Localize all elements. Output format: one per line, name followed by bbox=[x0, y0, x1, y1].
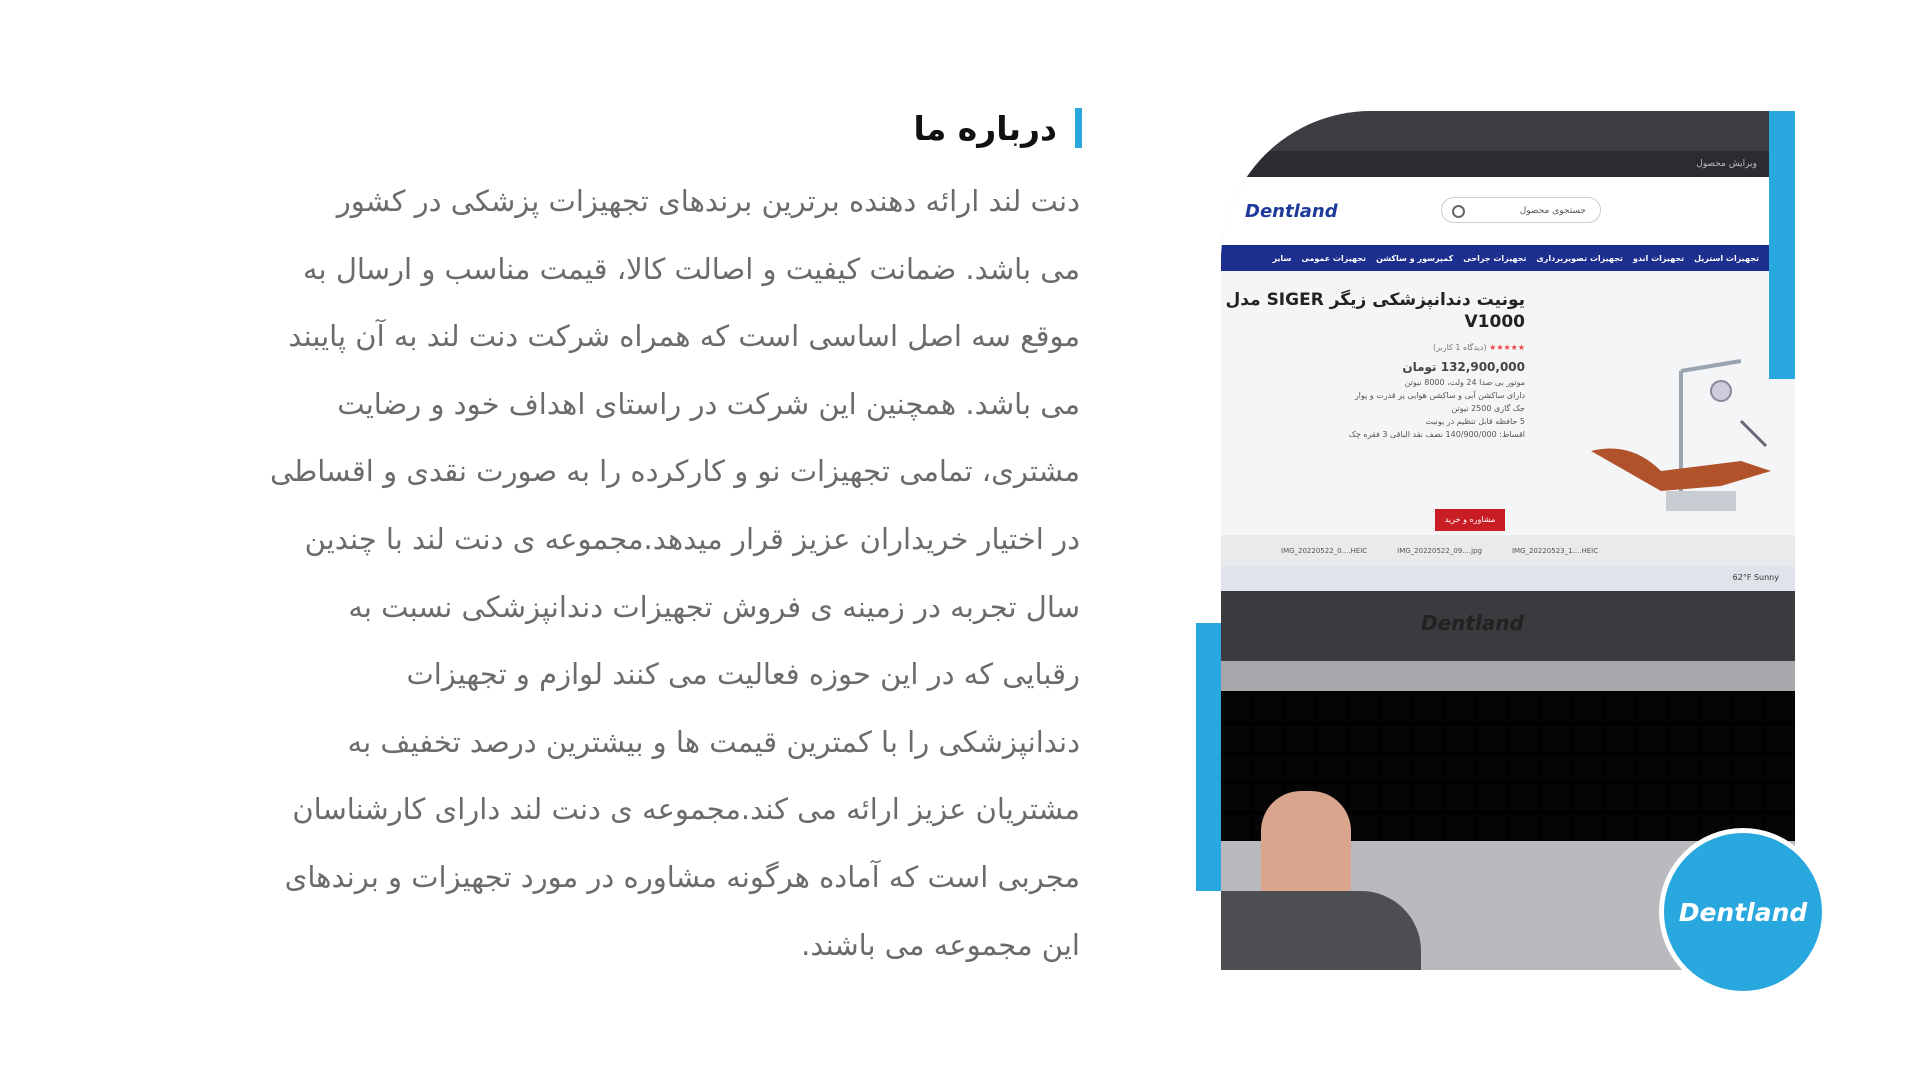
sleeve bbox=[1221, 891, 1421, 970]
weather-text: 62°F Sunny bbox=[1732, 573, 1779, 582]
feature-item: 5 حافظه قابل تنظیم در یونیت bbox=[1425, 417, 1525, 426]
dental-chair-image bbox=[1571, 351, 1781, 521]
laptop-bezel bbox=[1221, 591, 1795, 661]
download-item: IMG_20220523_1....HEIC bbox=[1511, 547, 1599, 555]
admin-bar: ویرایش محصول bbox=[1221, 151, 1795, 177]
paragraph-line: می باشد. ضمانت کیفیت و اصالت کالا، قیمت مناسب و ارسال به bbox=[303, 251, 1080, 286]
search-icon bbox=[1452, 205, 1465, 218]
laptop-screen bbox=[1221, 111, 1795, 591]
downloads-bar bbox=[1221, 535, 1795, 567]
dentland-logo-badge bbox=[1659, 828, 1827, 996]
nav-item: تجهیزات جراحی bbox=[1463, 253, 1527, 263]
paragraph-line: مشتریان عزیز ارائه می کند.مجموعه ی دنت لند دارای کارشناسان bbox=[292, 792, 1080, 827]
nav-item: تجهیزات اندو bbox=[1632, 253, 1685, 263]
laptop-brand-logo: Dentland bbox=[1421, 611, 1524, 635]
about-paragraph bbox=[170, 168, 1080, 979]
search-input bbox=[1441, 197, 1601, 223]
site-header bbox=[1221, 177, 1795, 245]
paragraph-line: موقع سه اصل اساسی است که همراه شرکت دنت لند به آن پایبند bbox=[288, 319, 1080, 354]
download-item: IMG_20220522_0....HEIC bbox=[1281, 547, 1368, 555]
feature-item: موتور بی صدا 24 ولت، 8000 نیوتن bbox=[1404, 378, 1525, 387]
nav-item: تجهیزات استریل bbox=[1694, 253, 1759, 263]
product-rating bbox=[1225, 343, 1525, 352]
paragraph-line: دندانپزشکی را با کمترین قیمت ها و بیشترین درصد تخفیف به bbox=[347, 724, 1080, 759]
feature-item: دارای ساکشن آبی و ساکشن هوایی پر قدرت و پوار bbox=[1354, 391, 1525, 400]
nav-item: تجهیزات تصویربرداری bbox=[1536, 253, 1623, 263]
paragraph-line: این مجموعه می باشند. bbox=[801, 927, 1080, 962]
decorative-bar-right bbox=[1769, 111, 1795, 379]
product-info bbox=[1225, 289, 1525, 439]
browser-tabs bbox=[1221, 111, 1795, 151]
paragraph-line: مشتری، تمامی تجهیزات نو و کارکرده را به صورت نقدی و اقساطی bbox=[269, 454, 1080, 489]
nav-item: تجهیزات عمومی bbox=[1301, 253, 1367, 263]
section-heading bbox=[913, 108, 1082, 148]
search-placeholder: جستجوی محصول bbox=[1519, 206, 1586, 216]
paragraph-line: می باشد. همچنین این شرکت در راستای اهداف خود و رضایت bbox=[337, 386, 1080, 421]
paragraph-line: سال تجربه در زمینه ی فروش تجهیزات دندانپزشکی نسبت به bbox=[348, 589, 1080, 624]
stars-icon: ★★★★★ bbox=[1489, 343, 1525, 352]
laptop-hinge bbox=[1221, 661, 1795, 691]
heading-accent-bar bbox=[1075, 108, 1082, 148]
logo-text: Dentland bbox=[1678, 897, 1808, 927]
site-nav bbox=[1221, 245, 1795, 271]
site-logo: Dentland bbox=[1245, 201, 1338, 222]
feature-item: اقساط: 140/900/000 نصف نقد الباقی 3 فقره چک bbox=[1348, 430, 1525, 439]
taskbar bbox=[1221, 567, 1795, 591]
nav-item: سایر bbox=[1272, 253, 1292, 263]
download-item: IMG_20220522_09....jpg bbox=[1397, 547, 1482, 555]
page-title: درباره ما bbox=[913, 108, 1057, 148]
product-title: یونیت دندانپزشکی زیگر SIGER مدل V1000 bbox=[1225, 290, 1525, 332]
feature-item: جک گازی 2500 نیوتن bbox=[1451, 404, 1525, 413]
buy-button: مشاوره و خرید bbox=[1435, 509, 1505, 531]
nav-item: کمپرسور و ساکشن bbox=[1376, 253, 1454, 263]
paragraph-line: مجربی است که آماده هرگونه مشاوره در مورد تجهیزات و برندهای bbox=[284, 859, 1080, 894]
decorative-bar-left bbox=[1196, 623, 1221, 891]
paragraph-line: رقبایی که در این حوزه فعالیت می کنند لوازم و تجهیزات bbox=[406, 657, 1080, 692]
paragraph-line: دنت لند ارائه دهنده برترین برندهای تجهیزات پزشکی در کشور bbox=[336, 184, 1080, 218]
paragraph-line: در اختیار خریداران عزیز قرار میدهد.مجموعه ی دنت لند با چندین bbox=[304, 521, 1080, 556]
product-price: 132,900,000 تومان bbox=[1402, 360, 1525, 374]
rating-text: (دیدگاه 1 کاربر) bbox=[1432, 343, 1487, 352]
